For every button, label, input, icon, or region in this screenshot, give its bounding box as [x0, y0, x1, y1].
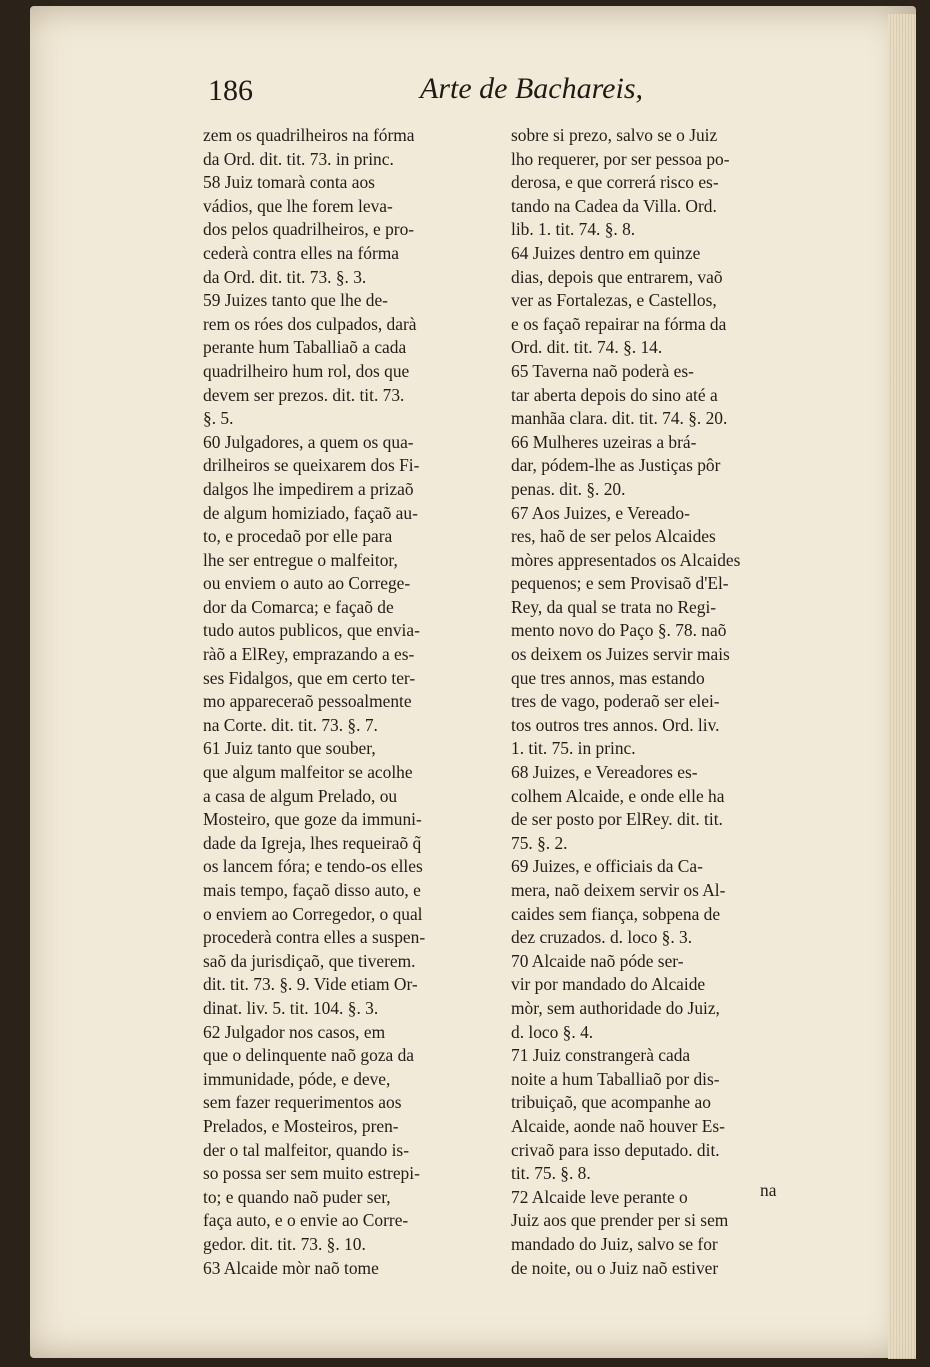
text-line: mòres appresentados os Alcaides [511, 549, 741, 570]
text-line: a casa de algum Prelado, ou [203, 785, 398, 806]
text-line: na Corte. dit. tit. 73. §. 7. [203, 714, 378, 735]
text-line: res, haõ de ser pelos Alcaides [511, 526, 716, 547]
text-line: 66 Mulheres uzeiras a brá- [511, 431, 697, 452]
text-line: mòr, sem authoridade do Juiz, [511, 997, 720, 1018]
text-line: tos outros tres annos. Ord. liv. [511, 714, 720, 735]
text-line: perante hum Taballiaõ a cada [203, 337, 407, 358]
catchword: na [760, 1180, 777, 1200]
text-line: mandado do Juiz, salvo se for [511, 1233, 718, 1254]
text-line: Prelados, e Mosteiros, pren- [203, 1115, 399, 1136]
text-line: que o delinquente naõ goza da [203, 1045, 415, 1066]
text-line: tribuiçaõ, que acompanhe ao [511, 1092, 711, 1113]
text-line: 60 Julgadores, a quem os qua- [203, 431, 414, 452]
text-line: drilheiros se queixarem dos Fi- [203, 455, 420, 476]
text-line: 63 Alcaide mòr naõ tome [203, 1257, 379, 1278]
text-line: dos pelos quadrilheiros, e pro- [203, 219, 415, 240]
text-line: faça auto, e o envie ao Corre- [203, 1210, 409, 1231]
text-line: 62 Julgador nos casos, em [203, 1021, 386, 1042]
text-line: sem fazer requerimentos aos [203, 1092, 402, 1113]
text-line: to, e procedaõ por elle para [203, 526, 393, 547]
text-line: 75. §. 2. [511, 832, 568, 853]
running-title: Arte de Bachareis, [420, 72, 643, 105]
text-line: 72 Alcaide leve perante o [511, 1186, 688, 1207]
text-line: dor da Comarca; e façaõ de [203, 596, 394, 617]
text-line: 69 Juizes, e officiais da Ca- [511, 856, 703, 877]
text-line: mera, naõ deixem servir os Al- [511, 880, 726, 900]
text-line: de noite, ou o Juiz naõ estiver [511, 1257, 719, 1278]
right-column [511, 124, 797, 1280]
text-line: dit. tit. 73. §. 9. Vide etiam Or- [203, 974, 418, 995]
text-line: sobre si prezo, salvo se o Juiz [511, 125, 718, 145]
text-line: Mosteiro, que goze da immuni- [203, 809, 422, 830]
text-line: da Ord. dit. tit. 73. §. 3. [203, 266, 367, 287]
text-line: que tres annos, mas estando [511, 667, 705, 688]
text-line: 59 Juizes tanto que lhe de- [203, 290, 388, 311]
page-fore-edge [888, 14, 916, 1359]
text-line: tit. 75. §. 8. [511, 1163, 591, 1184]
text-line: Ord. dit. tit. 74. §. 14. [511, 337, 663, 358]
text-line: mo appareceraõ pessoalmente [203, 691, 412, 712]
text-line: lho requerer, por ser pessoa po- [511, 148, 730, 169]
text-line: 67 Aos Juizes, e Vereado- [511, 502, 690, 523]
text-line: devem ser prezos. dit. tit. 73. [203, 384, 405, 405]
text-line: dez cruzados. d. loco §. 3. [511, 927, 693, 948]
text-line: mento novo do Paço §. 78. naõ [511, 620, 727, 641]
text-line: dar, pódem-lhe as Justiças pôr [511, 455, 721, 476]
text-line: da Ord. dit. tit. 73. in princ. [203, 148, 394, 169]
text-line: 70 Alcaide naõ póde ser- [511, 950, 684, 971]
text-line: de ser posto por ElRey. dit. tit. [511, 809, 723, 830]
text-line: tando na Cadea da Villa. Ord. [511, 195, 717, 216]
text-line: colhem Alcaide, e onde elle ha [511, 785, 725, 806]
text-line: noite a hum Taballiaõ por dis- [511, 1068, 720, 1089]
text-line: penas. dit. §. 20. [511, 478, 626, 499]
text-line: ràõ a ElRey, emprazando a es- [203, 644, 415, 665]
text-line: de algum homiziado, façaõ au- [203, 502, 418, 523]
text-line: lib. 1. tit. 74. §. 8. [511, 219, 636, 240]
text-line: dias, depois que entrarem, vaõ [511, 266, 723, 287]
text-line: immunidade, póde, e deve, [203, 1068, 391, 1089]
text-line: der o tal malfeitor, quando is- [203, 1139, 409, 1160]
page-header [208, 72, 768, 118]
text-line: vádios, que lhe forem leva- [203, 195, 393, 216]
text-line: tudo autos publicos, que envia- [203, 620, 420, 641]
text-line: 61 Juiz tanto que souber, [203, 738, 376, 759]
text-line: 71 Juiz constrangerà cada [511, 1045, 691, 1066]
text-line: os lancem fóra; e tendo-os elles [203, 856, 423, 877]
text-line: gedor. dit. tit. 73. §. 10. [203, 1233, 366, 1254]
text-line: vir por mandado do Alcaide [511, 974, 706, 995]
text-line: que algum malfeitor se acolhe [203, 762, 413, 783]
text-line: derosa, e que correrá risco es- [511, 172, 719, 193]
text-line: ver as Fortalezas, e Castellos, [511, 290, 717, 311]
page-number: 186 [208, 74, 253, 107]
text-line: manhãa clara. dit. tit. 74. §. 20. [511, 408, 728, 429]
text-line: to; e quando naõ puder ser, [203, 1186, 391, 1207]
text-line: caides sem fiança, sobpena de [511, 903, 721, 924]
text-line: crivaõ para isso deputado. dit. [511, 1139, 720, 1160]
text-line: d. loco §. 4. [511, 1021, 594, 1042]
text-line: tar aberta depois do sino até a [511, 384, 718, 405]
text-line: so possa ser sem muito estrepi- [203, 1163, 420, 1184]
text-line: procederà contra elles a suspen- [203, 927, 426, 948]
text-line: o enviem ao Corregedor, o qual [203, 903, 423, 924]
text-line: zem os quadrilheiros na fórma [203, 125, 415, 145]
text-line: §. 5. [203, 408, 234, 429]
text-line: pequenos; e sem Provisaõ d'El- [511, 573, 729, 594]
text-line: ses Fidalgos, que em certo ter- [203, 667, 416, 688]
text-line: dalgos lhe impedirem a prizaõ [203, 478, 414, 499]
text-line: dade da Igreja, lhes requeiraõ q̃ [203, 832, 422, 853]
text-line: 1. tit. 75. in princ. [511, 738, 636, 759]
text-line: 64 Juizes dentro em quinze [511, 242, 701, 263]
text-line: mais tempo, façaõ disso auto, e [203, 880, 421, 900]
text-line: tres de vago, poderaõ ser elei- [511, 691, 720, 712]
text-line: 68 Juizes, e Vereadores es- [511, 762, 698, 783]
text-line: ou enviem o auto ao Correge- [203, 573, 411, 594]
text-line: 65 Taverna naõ poderà es- [511, 360, 694, 381]
text-line: os deixem os Juizes servir mais [511, 644, 730, 665]
text-line: e os façaõ repairar na fórma da [511, 313, 727, 334]
text-line: 58 Juiz tomarà conta aos [203, 172, 375, 193]
text-line: cederà contra elles na fórma [203, 242, 400, 263]
text-line: saõ da jurisdiçaõ, que tiverem. [203, 950, 416, 971]
text-line: Juiz aos que prender per si sem [511, 1210, 729, 1231]
text-line: rem os róes dos culpados, darà [203, 313, 417, 334]
text-line: dinat. liv. 5. tit. 104. §. 3. [203, 997, 379, 1018]
text-line: Alcaide, aonde naõ houver Es- [511, 1115, 725, 1136]
text-line: lhe ser entregue o malfeitor, [203, 549, 398, 570]
text-line: Rey, da qual se trata no Regi- [511, 596, 717, 617]
left-column [203, 124, 489, 1280]
text-line: quadrilheiro hum rol, dos que [203, 360, 410, 381]
